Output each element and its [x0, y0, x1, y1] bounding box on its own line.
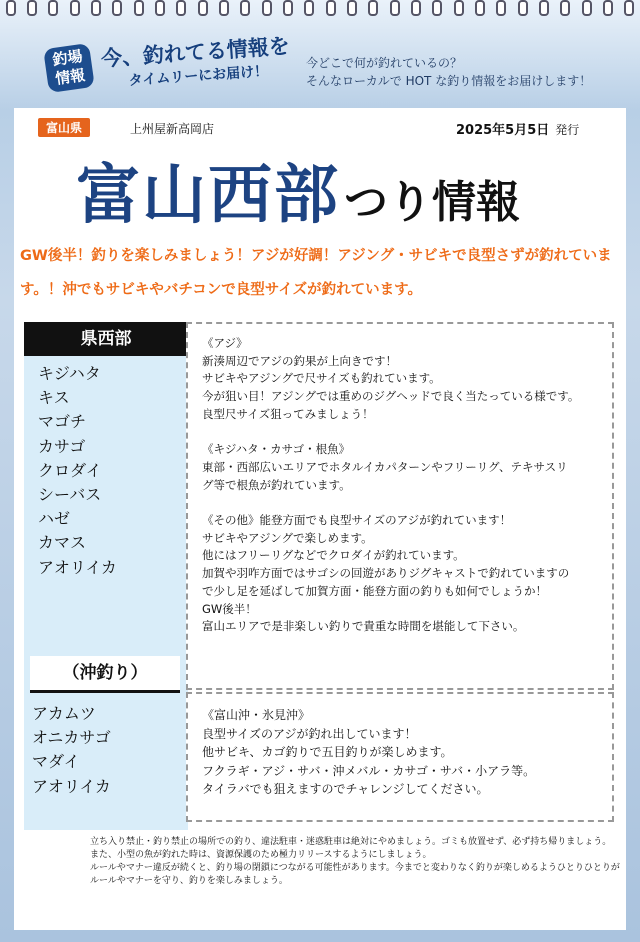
fish-item: キジハタ	[38, 364, 101, 383]
title-main: 富山西部	[76, 159, 340, 233]
title-sub: つり情報	[344, 177, 520, 228]
fish-item: アオリイカ	[38, 557, 117, 577]
badge-line2: 情報	[54, 65, 87, 88]
badge-line1: 釣場	[51, 47, 84, 70]
prefecture-label: 富山県	[38, 118, 90, 137]
fish-item: オニカサゴ	[32, 728, 111, 748]
west-report: 《アジ》 新湊周辺でアジの釣果が上向きです！ サビキやアジングで尺サイズも釣れています。 今が狙い目！アジングでは重めのジグヘッドで良く当たっている様です。 良型尺サイズ狙ってみましょう！ 《キジハタ・カサゴ・根魚》 東部・西部広いエリアでホタルイカパターンやフリーリグ、テキサスリ グ等で根魚が釣れています。 《その他》能登方面でも良型サイズのアジが釣れています！ サビキやアジングで楽しめます。 他にはフリーリグなどでクロダイが釣れています。 加賀や羽咋方面ではサゴシの回遊がありジグキャストで釣れていますの で少し足を延ばして加賀方面・能登方面の釣りも如何でしょうか！ GW後半！ 富山エリアで是非楽しい釣りで貴重な時間を堪能して下さい。	[202, 336, 580, 634]
fish-item: シーバス	[38, 485, 102, 505]
fish-item: キス	[38, 388, 70, 408]
fish-item: カサゴ	[38, 436, 86, 456]
west-heading: 県西部	[24, 322, 188, 356]
lead-text: GW後半！釣りを楽しみましょう！アジが好調！アジング・サビキで良型さずが釣れています。！沖でもサビキやバチコンで良型サイズが釣れています。	[20, 248, 612, 298]
offshore-report: 《富山沖・氷見沖》 良型サイズのアジが釣れ出しています！ 他サビキ、カゴ釣りで五目釣りが楽しめます。 フクラギ・アジ・サバ・沖メバル・カサゴ・サバ・小アラ等。 タイラバでも狙えますのでチャレンジしてください。	[202, 708, 536, 796]
tagline-line1: 今、釣れてる情報を	[100, 33, 291, 71]
fish-item: アオリイカ	[32, 776, 111, 796]
fish-item: マダイ	[32, 752, 80, 772]
fish-item: マゴチ	[38, 412, 87, 432]
issue-date-value: 2025年5月5日	[456, 123, 550, 138]
binder-rings	[0, 0, 640, 14]
page-title	[76, 144, 520, 236]
header-desc-line2: そんなローカルで HOT な釣り情報をお届けします！	[306, 74, 592, 88]
fish-item: ハゼ	[38, 509, 71, 529]
offshore-fish-list	[32, 702, 111, 799]
west-fish-list	[38, 362, 117, 580]
footer-notice: 立ち入り禁止・釣り禁止の場所での釣り、違法駐車・迷惑駐車は絶対にやめましょう。ゴミも放置せず、必ず持ち帰りましょう。また、小型の魚が釣れた時は、資源保護のため極力リリースするようにしましょう。 ルールやマナー違反が続くと、釣り場の閉鎖につながる可能性があります。今までと変わりなく釣りが楽しめるようひとりひとりがルールやマナーを守り、釣りを楽しみましょう。	[90, 837, 620, 886]
info-badge	[43, 43, 95, 93]
fish-item: クロダイ	[38, 460, 102, 480]
header-description	[306, 54, 591, 90]
fish-item: アカムツ	[32, 704, 96, 723]
issue-date	[456, 119, 579, 138]
published-label: 発行	[555, 123, 580, 137]
fish-item: カマス	[38, 533, 87, 553]
header-desc-line1: 今どこで何が釣れているの？	[306, 56, 463, 70]
store-name: 上州屋新高岡店	[130, 122, 215, 136]
offshore-heading: （沖釣り）	[30, 656, 180, 693]
tagline-line2: タイムリーにお届け！	[128, 63, 269, 90]
